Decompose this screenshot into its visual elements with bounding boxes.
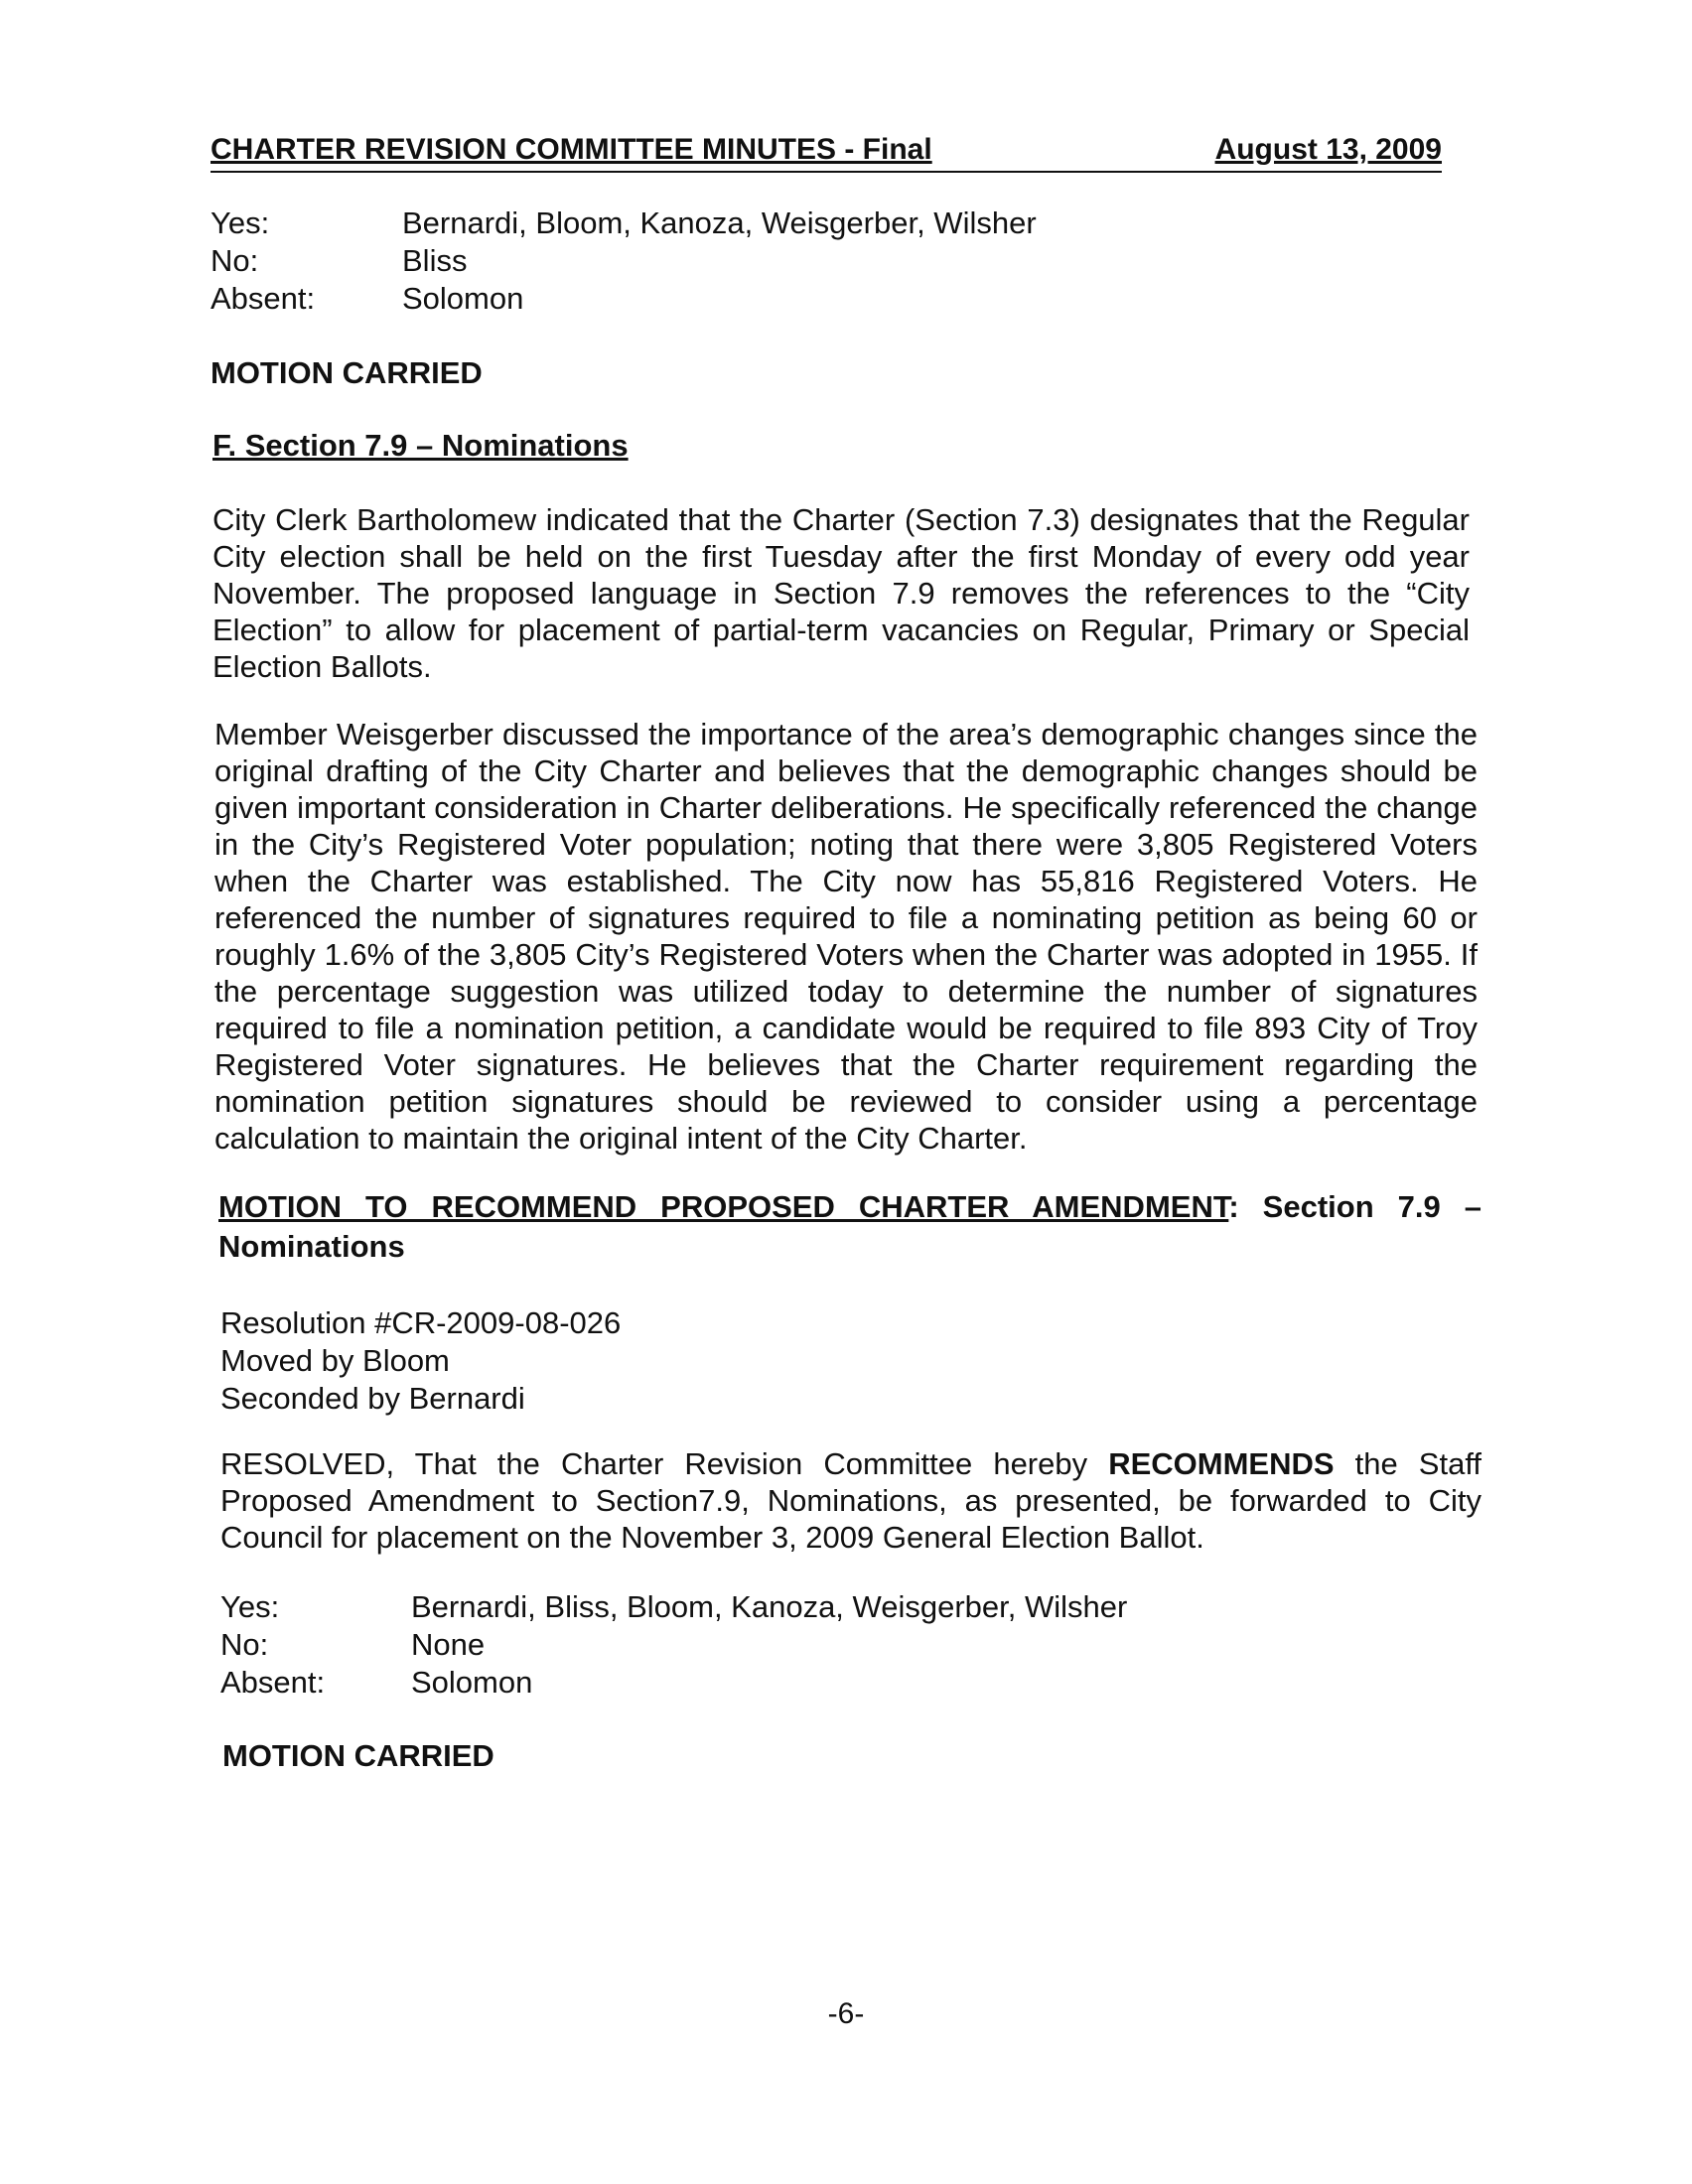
motion-heading-rest: : Section 7.9 – Nominations <box>218 1189 1481 1264</box>
vote-tally-1 <box>211 205 1037 318</box>
header-title: CHARTER REVISION COMMITTEE MINUTES - Final <box>211 133 932 166</box>
resolution-moved: Moved by Bloom <box>220 1343 450 1378</box>
resolution-number: Resolution #CR-2009-08-026 <box>220 1305 622 1340</box>
vote-no-label: No: <box>220 1627 269 1662</box>
paragraph-city-clerk: City Clerk Bartholomew indicated that the Charter (Section 7.3) designates that the Regular City election shall be held on the first Tuesday after the first Monday of every odd year November. The proposed language in Section 7.9 removes the references to the “City Election” to allow for placement of partial-term vacancies on Regular, Primary or Special Election Ballots. <box>212 502 1470 684</box>
vote-yes-label: Yes: <box>211 205 270 240</box>
page-number: -6- <box>827 1997 865 2030</box>
vote-tally-2 <box>220 1588 1127 1702</box>
paragraph-weisgerber: Member Weisgerber discussed the importance of the area’s demographic changes since the original drafting of the City Charter and believes that the demographic changes should be given important consideration in Charter deliberations. He specifically referenced the change in the City’s Registered Voter population; noting that there were 3,805 Registered Voters when the Charter was established. The City now has 55,816 Registered Voters. He referenced the number of signatures required to file a nominating petition as being 60 or roughly 1.6% of the 3,805 City’s Registered Voters when the Charter was adopted in 1955. If the percentage suggestion was utilized today to determine the number of signatures required to file a nomination petition, a candidate would be required to file 893 City of Troy Registered Voter signatures. He believes that the Charter requirement regarding the nomination petition signatures should be reviewed to consider using a percentage calculation to maintain the original intent of the City Charter. <box>214 717 1478 1156</box>
vote-no-names: Bliss <box>402 243 468 278</box>
resolved-paragraph <box>220 1445 1481 1556</box>
motion-carried-2: MOTION CARRIED <box>222 1738 494 1773</box>
resolved-text-after: the Staff Proposed Amendment to Section7.9, Nominations, as presented, be forwarded to City Council for placement on the November 3, 2009 General Election Ballot. <box>220 1446 1481 1555</box>
resolved-text-before: RESOLVED, That the Charter Revision Committee hereby <box>220 1446 1109 1481</box>
resolution-block <box>220 1304 621 1418</box>
header-date: August 13, 2009 <box>1214 133 1442 166</box>
section-heading: F. Section 7.9 – Nominations <box>212 428 629 463</box>
vote-yes-names: Bernardi, Bloom, Kanoza, Weisgerber, Wilsher <box>402 205 1037 240</box>
vote-no-names: None <box>411 1627 486 1662</box>
vote-no-label: No: <box>211 243 259 278</box>
resolved-recommends: RECOMMENDS <box>1108 1446 1335 1481</box>
page-header <box>211 129 1442 173</box>
vote-yes-label: Yes: <box>220 1589 280 1624</box>
motion-carried-1: MOTION CARRIED <box>211 355 483 390</box>
motion-heading-underlined: MOTION TO RECOMMEND PROPOSED CHARTER AMENDMENT <box>218 1189 1229 1224</box>
vote-yes-names: Bernardi, Bliss, Bloom, Kanoza, Weisgerber, Wilsher <box>411 1589 1128 1624</box>
resolution-seconded: Seconded by Bernardi <box>220 1381 525 1416</box>
vote-absent-names: Solomon <box>411 1665 533 1700</box>
vote-absent-label: Absent: <box>211 281 316 316</box>
vote-absent-names: Solomon <box>402 281 524 316</box>
vote-absent-label: Absent: <box>220 1665 326 1700</box>
motion-heading <box>218 1187 1481 1267</box>
